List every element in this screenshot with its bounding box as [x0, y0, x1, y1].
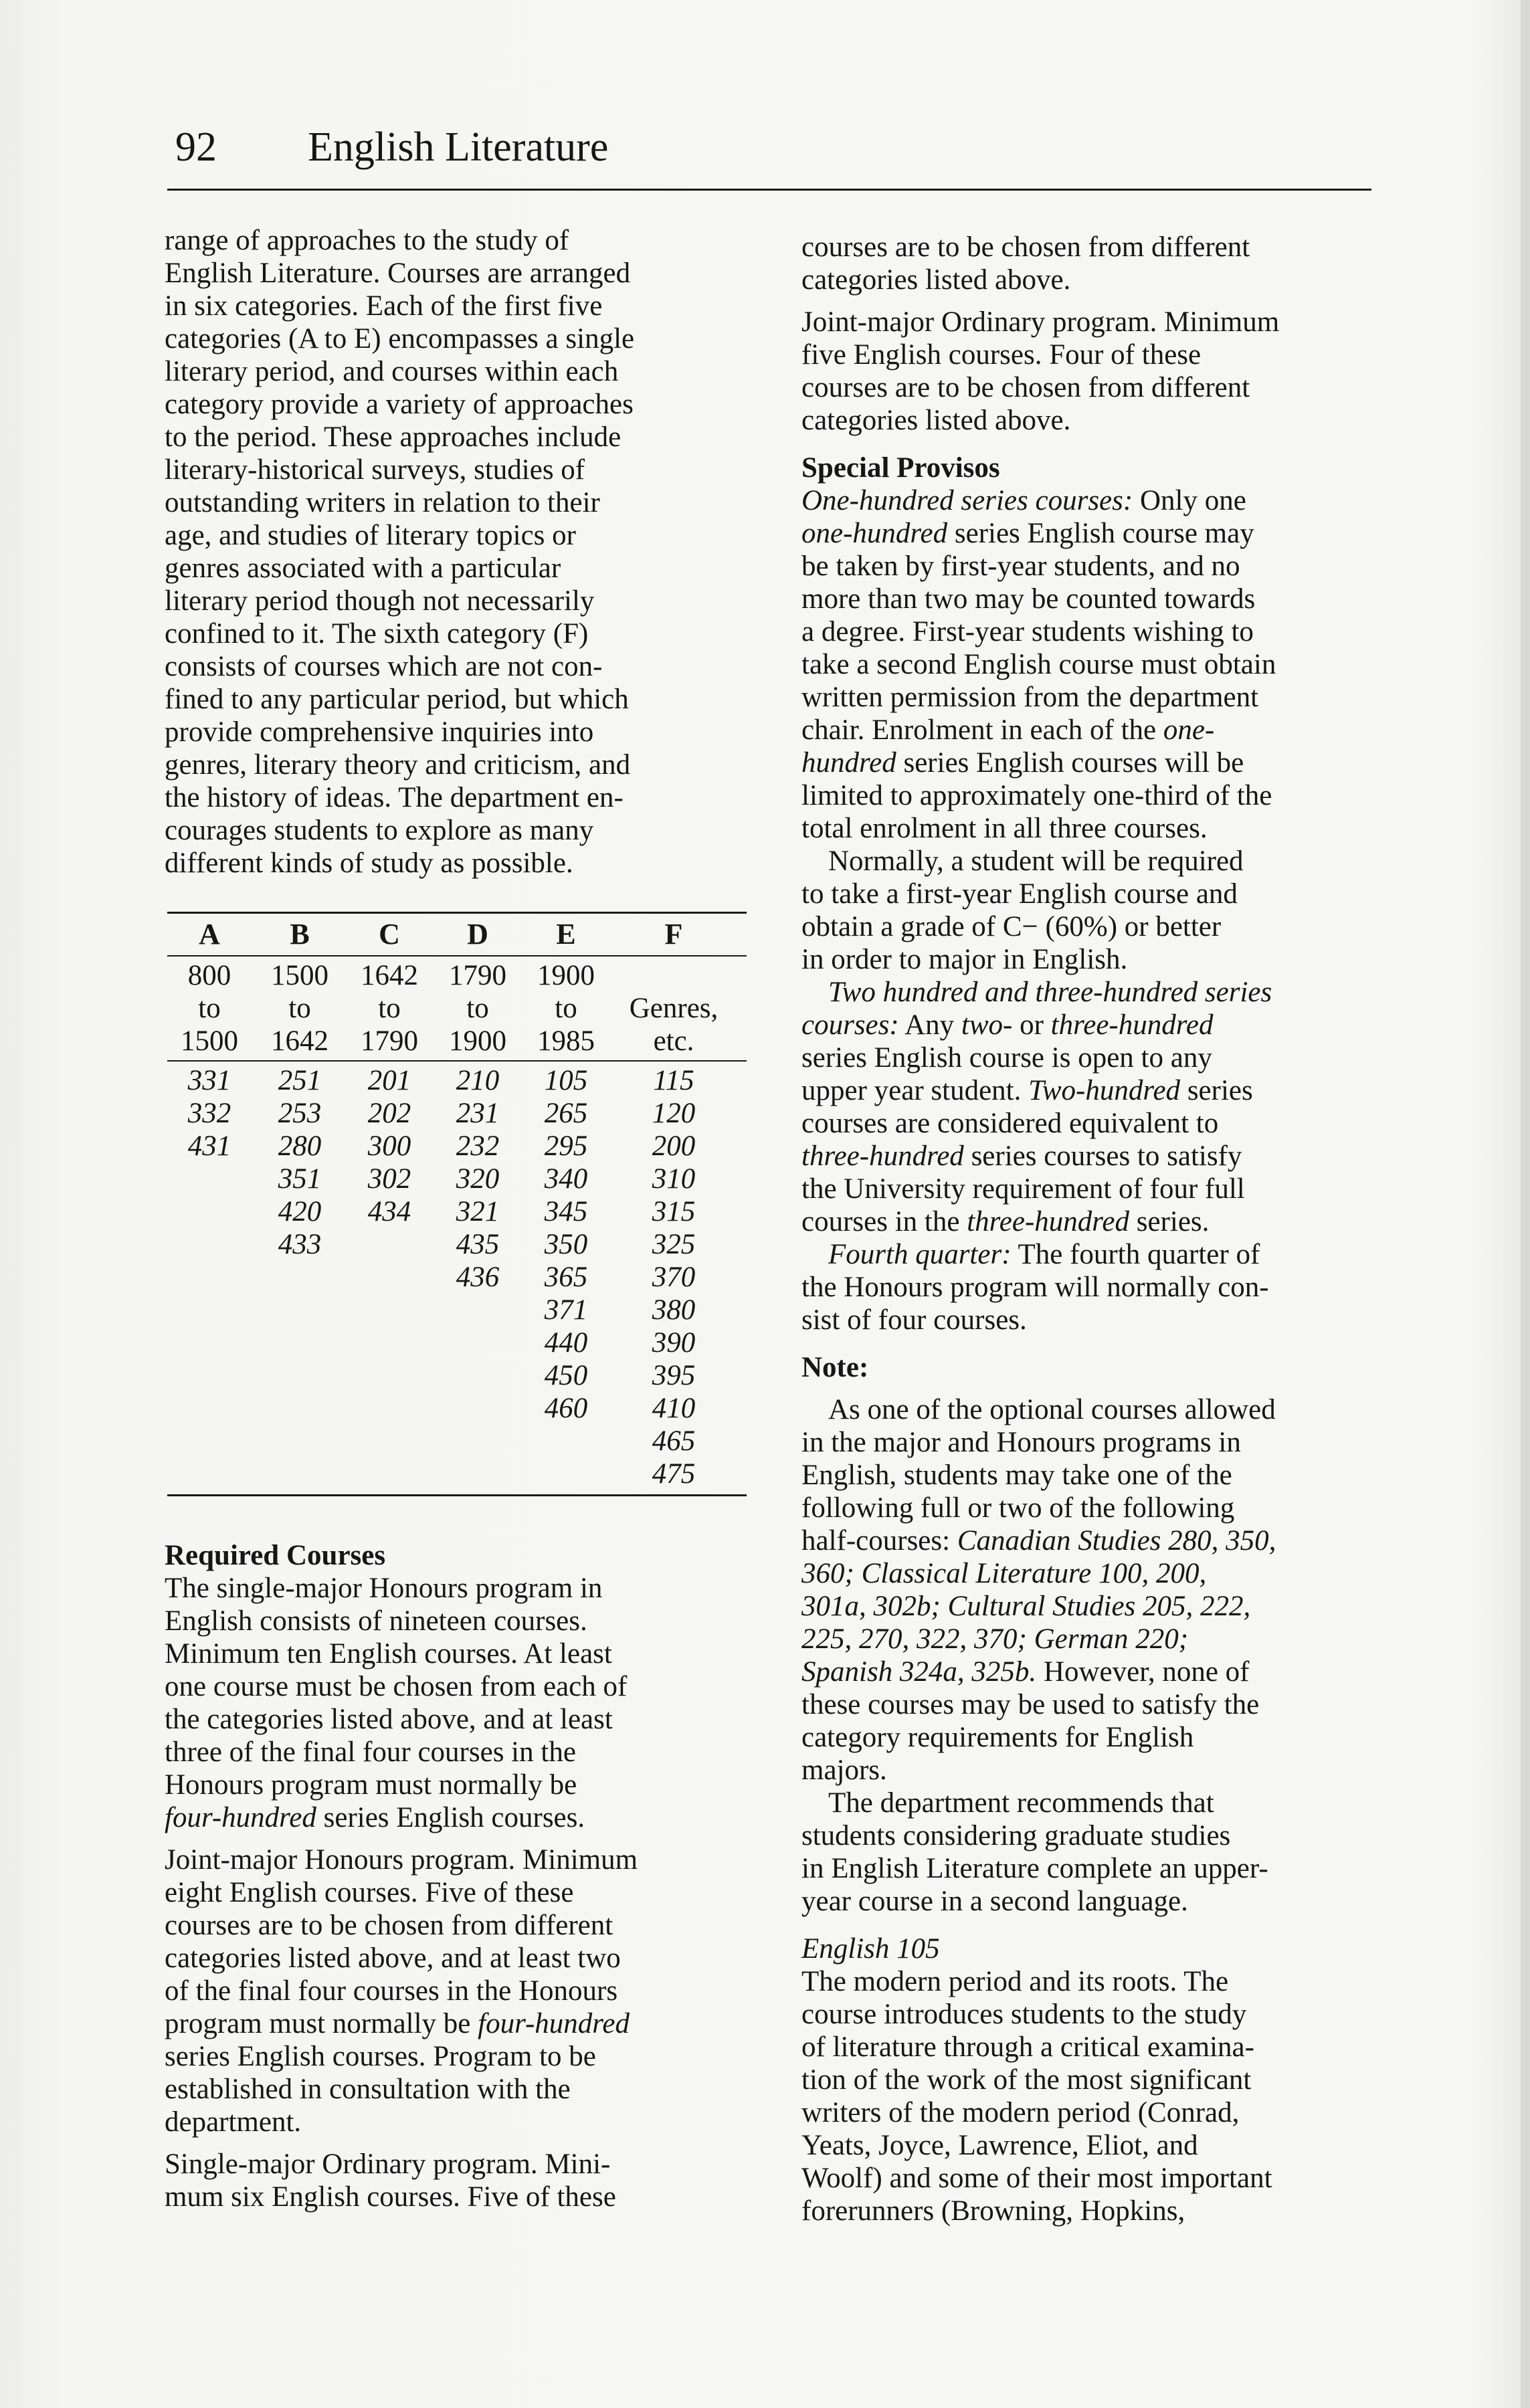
left-column — [165, 224, 753, 2213]
right-column — [801, 231, 1383, 2227]
text-line: category provide a variety of approaches — [165, 389, 634, 420]
text-line: Fourth quarter: The fourth quarter of — [828, 1239, 1260, 1270]
text-line: in order to major in English. — [801, 944, 1128, 975]
text-line: to take a first-year English course and — [801, 878, 1238, 910]
course-column-d — [434, 1064, 522, 1490]
course-category-table — [165, 912, 753, 1496]
text-line: outstanding writers in relation to their — [165, 487, 600, 518]
course-number: 315 — [652, 1196, 696, 1227]
course-number: 231 — [456, 1098, 500, 1129]
text-line: range of approaches to the study of — [165, 225, 569, 256]
text-line: courses: Any two- or three-hundred — [801, 1009, 1214, 1041]
course-column-b — [254, 1064, 345, 1490]
text-line: provide comprehensive inquiries into — [165, 716, 594, 748]
text-line: the Honours program will normally con- — [801, 1272, 1269, 1303]
table-rule-mid — [167, 1060, 747, 1062]
text-line: courses are considered equivalent to — [801, 1108, 1219, 1139]
text-line: take a second English course must obtain — [801, 649, 1276, 680]
text-line: department. — [165, 2106, 302, 2138]
course-number: 465 — [652, 1425, 696, 1457]
period-cell: 1900 to 1985 — [537, 960, 595, 1057]
text-line: courses are to be chosen from different — [801, 231, 1250, 263]
course-number: 460 — [544, 1393, 588, 1424]
text-line: literary-historical surveys, studies of — [165, 454, 585, 486]
text-line: course introduces students to the study — [801, 1999, 1247, 2030]
course-title: English 105 — [801, 1933, 940, 1965]
text-line: The modern period and its roots. The — [801, 1966, 1229, 1997]
note-heading: Note: — [801, 1352, 869, 1383]
text-line: upper year student. Two-hundred series — [801, 1075, 1253, 1106]
text-line: eight English courses. Five of these — [165, 1877, 574, 1908]
header-cell-e: E — [556, 918, 576, 950]
text-line: category requirements for English — [801, 1722, 1194, 1753]
page-number: 92 — [175, 124, 217, 170]
text-line: of literature through a critical examina- — [801, 2031, 1254, 2063]
text-line: of the final four courses in the Honours — [165, 1975, 618, 2007]
text-line: genres associated with a particular — [165, 553, 561, 584]
course-number: 120 — [652, 1098, 696, 1129]
text-line: The department recommends that — [828, 1787, 1214, 1819]
text-line: a degree. First-year students wishing to — [801, 616, 1254, 647]
text-line: to the period. These approaches include — [165, 421, 621, 453]
text-line: Normally, a student will be required — [828, 845, 1244, 877]
text-line: mum six English courses. Five of these — [165, 2181, 616, 2213]
course-number: 210 — [456, 1065, 500, 1096]
text-line: One-hundred series courses: Only one — [801, 485, 1246, 516]
text-line: categories (A to E) encompasses a single — [165, 323, 635, 355]
course-number: 251 — [278, 1065, 322, 1096]
text-line: Yeats, Joyce, Lawrence, Eliot, and — [801, 2130, 1198, 2161]
text-line: consists of courses which are not con- — [165, 651, 603, 682]
header-cell-c: C — [379, 918, 400, 950]
text-line: age, and studies of literary topics or — [165, 520, 576, 551]
text-line: literary period though not necessarily — [165, 585, 595, 617]
course-number: 325 — [652, 1229, 696, 1260]
table-period-row — [165, 959, 747, 1058]
required-paragraph — [165, 1572, 753, 1834]
header-rule — [167, 189, 1371, 191]
continued-paragraph — [801, 231, 1383, 296]
course-number: 310 — [652, 1163, 696, 1195]
special-provisos-heading: Special Provisos — [801, 452, 1000, 484]
period-cell: 1500 to 1642 — [271, 960, 328, 1057]
course-number: 475 — [652, 1458, 696, 1490]
text-line: English Literature. Courses are arranged — [165, 258, 631, 289]
text-line: The single-major Honours program in — [165, 1573, 603, 1604]
course-number: 431 — [187, 1130, 231, 1162]
single-ordinary-paragraph — [165, 2148, 753, 2213]
text-line: forerunners (Browning, Hopkins, — [801, 2195, 1185, 2227]
course-number: 380 — [652, 1294, 696, 1326]
text-line: Two hundred and three-hundred series — [828, 977, 1272, 1008]
text-line: 360; Classical Literature 100, 200, — [801, 1558, 1207, 1589]
joint-ordinary-paragraph — [801, 306, 1383, 437]
page-title: English Literature — [308, 124, 609, 170]
course-number: 350 — [544, 1229, 588, 1260]
period-cell: 1642 to 1790 — [361, 960, 418, 1057]
text-line: hundred series English courses will be — [801, 747, 1244, 779]
header-cell-f: F — [664, 918, 683, 950]
text-line: the categories listed above, and at least — [165, 1704, 613, 1735]
text-line: year course in a second language. — [801, 1886, 1188, 1917]
text-line: three of the final four courses in the — [165, 1736, 576, 1768]
course-number: 351 — [278, 1163, 322, 1195]
page-header — [167, 120, 1371, 187]
period-cell: 800 to 1500 — [181, 960, 238, 1057]
text-line: following full or two of the following — [801, 1492, 1235, 1524]
text-line: chair. Enrolment in each of the one- — [801, 714, 1215, 746]
text-line: established in consultation with the — [165, 2074, 571, 2105]
course-column-a — [165, 1064, 254, 1490]
header-cell-a: A — [199, 918, 220, 950]
text-line: courages students to explore as many — [165, 815, 594, 846]
table-rule-header — [167, 955, 747, 957]
normally-paragraph — [801, 845, 1383, 976]
course-number: 450 — [544, 1360, 588, 1391]
period-cell-f: Genres, etc. — [629, 993, 719, 1057]
course-number: 202 — [367, 1098, 411, 1129]
text-line: categories listed above. — [801, 264, 1071, 296]
course-number: 265 — [544, 1098, 588, 1129]
course-number: 370 — [652, 1262, 696, 1293]
text-line: one course must be chosen from each of — [165, 1671, 628, 1702]
course-number: 395 — [652, 1360, 696, 1391]
course-number: 115 — [653, 1065, 694, 1096]
text-line: more than two may be counted towards — [801, 583, 1256, 615]
table-header-row — [165, 914, 747, 955]
course-column-c — [345, 1064, 434, 1490]
series-paragraph — [801, 976, 1383, 1238]
course-number: 345 — [544, 1196, 588, 1227]
text-line: four-hundred series English courses. — [165, 1802, 585, 1833]
course-description — [801, 1965, 1383, 2227]
text-line: categories listed above. — [801, 405, 1071, 436]
text-line: English, students may take one of the — [801, 1460, 1232, 1491]
text-line: five English courses. Four of these — [801, 339, 1202, 371]
course-number: 433 — [278, 1229, 322, 1260]
text-line: fined to any particular period, but which — [165, 684, 629, 715]
intro-paragraph — [165, 224, 753, 880]
course-number: 302 — [367, 1163, 411, 1195]
text-line: 301a, 302b; Cultural Studies 205, 222, — [801, 1591, 1251, 1622]
course-number: 300 — [367, 1130, 411, 1162]
text-line: majors. — [801, 1754, 887, 1786]
text-line: Honours program must normally be — [165, 1769, 577, 1801]
text-line: Spanish 324a, 325b. However, none of — [801, 1656, 1250, 1688]
fourth-quarter-paragraph — [801, 1238, 1383, 1336]
course-number: 295 — [544, 1130, 588, 1162]
text-line: one-hundred series English course may — [801, 518, 1254, 549]
text-line: the history of ideas. The department en- — [165, 782, 624, 813]
joint-major-paragraph — [165, 1843, 753, 2138]
text-line: writers of the modern period (Conrad, — [801, 2097, 1240, 2128]
required-courses-heading: Required Courses — [165, 1540, 386, 1571]
text-line: genres, literary theory and criticism, and — [165, 749, 631, 781]
course-number: 232 — [456, 1130, 500, 1162]
course-number: 200 — [652, 1130, 696, 1162]
text-line: in six categories. Each of the first five — [165, 290, 603, 322]
table-rule-bottom — [167, 1494, 747, 1496]
department-paragraph — [801, 1787, 1383, 1918]
text-line: Woolf) and some of their most important — [801, 2163, 1272, 2194]
text-line: As one of the optional courses allowed — [828, 1394, 1276, 1425]
text-line: categories listed above, and at least two — [165, 1942, 621, 1974]
course-column-e — [522, 1064, 610, 1490]
text-line: tion of the work of the most significant — [801, 2064, 1252, 2096]
course-number: 435 — [456, 1229, 500, 1260]
text-line: sist of four courses. — [801, 1304, 1027, 1336]
course-number: 365 — [544, 1262, 588, 1293]
text-line: confined to it. The sixth category (F) — [165, 618, 589, 649]
text-line: be taken by first-year students, and no — [801, 550, 1240, 582]
header-cell-d: D — [467, 918, 488, 950]
course-number: 420 — [278, 1196, 322, 1227]
course-number: 331 — [187, 1065, 231, 1096]
text-line: courses are to be chosen from different — [165, 1910, 613, 1941]
course-number: 321 — [456, 1196, 500, 1227]
course-number: 280 — [278, 1130, 322, 1162]
header-cell-b: B — [290, 918, 310, 950]
text-line: Single-major Ordinary program. Mini- — [165, 2148, 611, 2180]
text-line: English consists of nineteen courses. — [165, 1605, 587, 1637]
text-line: three-hundred series courses to satisfy — [801, 1140, 1242, 1172]
course-number: 320 — [456, 1163, 500, 1195]
period-cell: 1790 to 1900 — [449, 960, 506, 1057]
text-line: limited to approximately one-third of the — [801, 780, 1272, 811]
text-line: Joint-major Ordinary program. Minimum — [801, 306, 1280, 338]
text-line: in the major and Honours programs in — [801, 1427, 1241, 1458]
course-column-f — [610, 1064, 737, 1490]
text-line: series English course is open to any — [801, 1042, 1212, 1074]
text-line: total enrolment in all three courses. — [801, 813, 1208, 844]
text-line: literary period, and courses within each — [165, 356, 619, 387]
course-number: 440 — [544, 1327, 588, 1359]
text-line: courses are to be chosen from different — [801, 372, 1250, 403]
course-number: 332 — [187, 1098, 231, 1129]
text-line: obtain a grade of C− (60%) or better — [801, 911, 1222, 942]
text-line: program must normally be four-hundred — [165, 2008, 630, 2039]
text-line: Minimum ten English courses. At least — [165, 1638, 612, 1670]
text-line: different kinds of study as possible. — [165, 847, 573, 879]
text-line: in English Literature complete an upper- — [801, 1853, 1268, 1884]
table-course-numbers — [165, 1064, 747, 1490]
course-number: 410 — [652, 1393, 696, 1424]
text-line: 225, 270, 322, 370; German 220; — [801, 1623, 1189, 1655]
provisos-paragraph — [801, 484, 1383, 845]
course-number: 371 — [544, 1294, 588, 1326]
course-number: 340 — [544, 1163, 588, 1195]
text-line: series English courses. Program to be — [165, 2041, 596, 2072]
page-edge — [1521, 0, 1530, 2408]
text-line: the University requirement of four full — [801, 1173, 1245, 1205]
text-line: written permission from the department — [801, 682, 1259, 713]
text-line: these courses may be used to satisfy the — [801, 1689, 1260, 1720]
text-line: courses in the three-hundred series. — [801, 1206, 1210, 1237]
text-line: half-courses: Canadian Studies 280, 350, — [801, 1525, 1276, 1557]
text-line: Joint-major Honours program. Minimum — [165, 1844, 638, 1876]
course-number: 253 — [278, 1098, 322, 1129]
text-line: students considering graduate studies — [801, 1820, 1231, 1851]
course-number: 434 — [367, 1196, 411, 1227]
course-number: 436 — [456, 1262, 500, 1293]
note-paragraph — [801, 1393, 1383, 1787]
course-number: 105 — [544, 1065, 588, 1096]
course-number: 201 — [367, 1065, 411, 1096]
course-number: 390 — [652, 1327, 696, 1359]
